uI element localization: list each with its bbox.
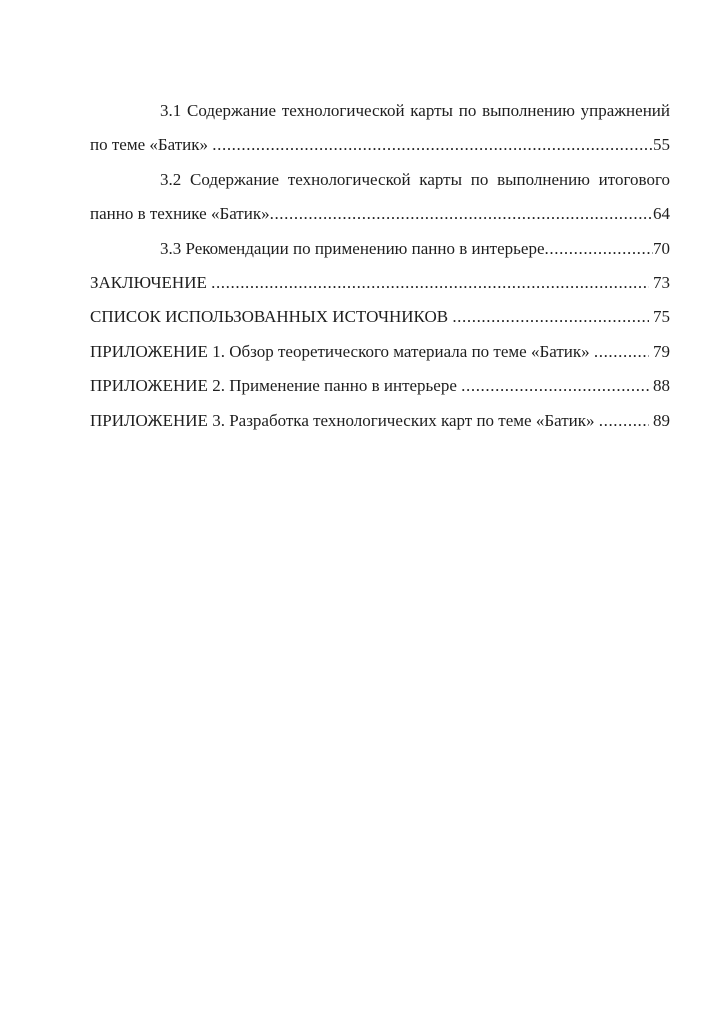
- toc-page-number: 64: [653, 204, 670, 224]
- toc-page-number: 79: [648, 341, 670, 361]
- toc-entry-text: панно в технике «Батик»: [90, 204, 270, 224]
- toc-entry-zakluchenie: [90, 266, 670, 300]
- dot-leader: [461, 369, 649, 403]
- toc-entry-prilozhenie-1: [90, 335, 670, 369]
- toc-entry-3-1-line-1: [90, 94, 670, 128]
- toc-entry-text: 3.2 Содержание технологической карты по выполнению итогового: [160, 169, 670, 189]
- toc-page-number: 55: [653, 135, 670, 155]
- dot-leader: [452, 300, 648, 334]
- dot-leader: [270, 197, 653, 231]
- toc-page-number: 89: [648, 410, 670, 430]
- toc-entry-text: ЗАКЛЮЧЕНИЕ: [90, 273, 212, 293]
- toc-page-number: 75: [648, 307, 670, 327]
- toc-entry-3-3: [90, 232, 670, 266]
- dot-leader: [211, 266, 649, 300]
- dot-leader: [212, 128, 653, 162]
- toc-entry-prilozhenie-2: [90, 369, 670, 403]
- toc-entry-spisok-istochnikov: [90, 300, 670, 334]
- toc-entry-text: 3.3 Рекомендации по применению панно в интерьере: [160, 238, 545, 258]
- toc-page-number: 73: [648, 273, 670, 293]
- table-of-contents: [90, 94, 670, 438]
- toc-entry-text: 3.1 Содержание технологической карты по выполнению упражнений: [160, 101, 670, 120]
- dot-leader: [594, 335, 649, 369]
- dot-leader: [599, 404, 649, 438]
- toc-page-number: 70: [653, 238, 670, 258]
- toc-entry-text: ПРИЛОЖЕНИЕ 1. Обзор теоретического материала по теме «Батик»: [90, 341, 594, 361]
- toc-entry-text: по теме «Батик»: [90, 135, 213, 155]
- toc-entry-3-1-line-2: [90, 128, 670, 162]
- toc-entry-text: СПИСОК ИСПОЛЬЗОВАННЫХ ИСТОЧНИКОВ: [90, 307, 453, 327]
- dot-leader: [545, 232, 653, 266]
- toc-entry-3-2-line-1: [90, 163, 670, 197]
- toc-entry-text: ПРИЛОЖЕНИЕ 2. Применение панно в интерьере: [90, 376, 462, 396]
- toc-entry-text: ПРИЛОЖЕНИЕ 3. Разработка технологических карт по теме «Батик»: [90, 410, 599, 430]
- toc-entry-prilozhenie-3: [90, 404, 670, 438]
- toc-entry-3-2-line-2: [90, 197, 670, 231]
- toc-page-number: 88: [648, 376, 670, 396]
